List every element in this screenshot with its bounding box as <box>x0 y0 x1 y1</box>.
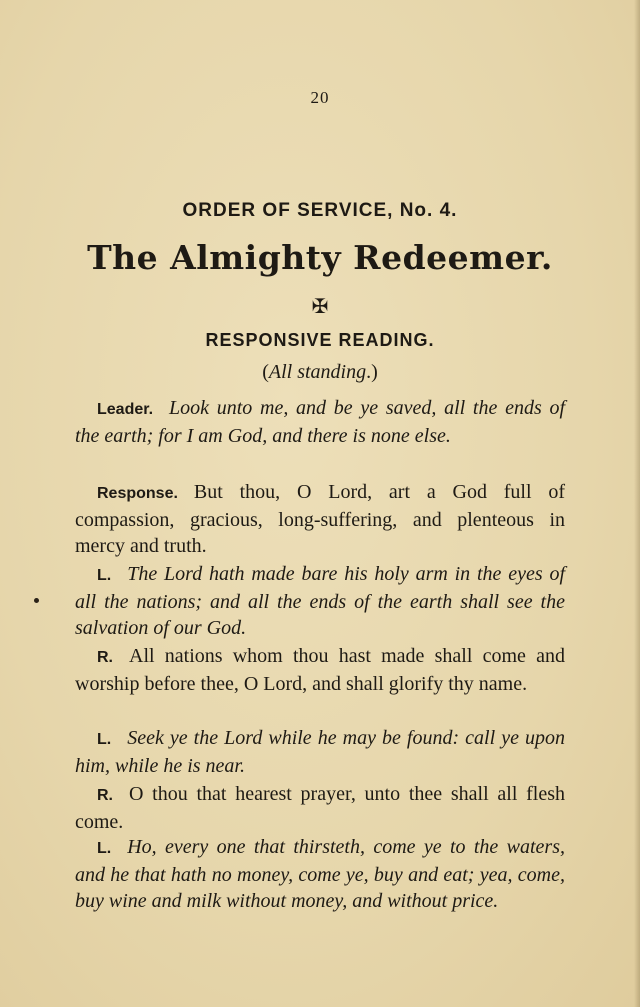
page-title: The Almighty Redeemer. <box>87 238 553 277</box>
verse-text: O thou that hearest prayer, unto thee shall all flesh come. <box>75 783 565 833</box>
direction-close-paren: .) <box>366 361 378 383</box>
verse-response <box>75 643 565 697</box>
verse-response <box>75 781 565 835</box>
service-heading: ORDER OF SERVICE, No. 4. <box>182 200 458 221</box>
page-number: 20 <box>310 88 330 107</box>
verse-speaker: Response. <box>97 485 178 502</box>
verse-leader <box>75 561 565 641</box>
verse-speaker: R. <box>97 649 113 666</box>
verse-text: Look unto me, and be ye saved, all the ends of the earth; for I am God, and there is none else. <box>75 397 565 447</box>
page-edge-shadow <box>634 0 640 1007</box>
direction-open-paren: ( <box>262 361 269 383</box>
verse-text: All nations whom thou hast made shall come and worship before thee, O Lord, and shall glorify thy name. <box>75 645 565 695</box>
verse-speaker: Leader. <box>97 401 154 418</box>
cross-ornament-icon: ✠ <box>311 296 329 318</box>
verse-speaker: R. <box>97 787 113 804</box>
verse-leader <box>75 834 565 914</box>
direction-text: All standing <box>268 361 367 383</box>
verse-response <box>75 479 565 559</box>
responsive-reading-heading: RESPONSIVE READING. <box>205 330 435 350</box>
verse-leader <box>75 725 565 779</box>
verse-speaker: L. <box>97 840 112 857</box>
verse-text: The Lord hath made bare his holy arm in the eyes of all the nations; and all the ends of the earth shall see the salvation of our God. <box>75 563 565 639</box>
stage-direction <box>0 361 640 384</box>
verse-speaker: L. <box>97 731 112 748</box>
verse-leader <box>75 395 565 449</box>
verse-text: Seek ye the Lord while he may be found: call ye upon him, while he is near. <box>75 727 565 777</box>
verse-text: But thou, O Lord, art a God full of compassion, gracious, long-suffering, and plenteous in mercy and truth. <box>75 481 565 557</box>
verse-speaker: L. <box>97 567 112 584</box>
verse-text: Ho, every one that thirsteth, come ye to the waters, and he that hath no money, come ye, buy and eat; yea, come, buy wine and milk without money, and without price. <box>75 836 565 912</box>
ink-speck <box>34 598 39 603</box>
